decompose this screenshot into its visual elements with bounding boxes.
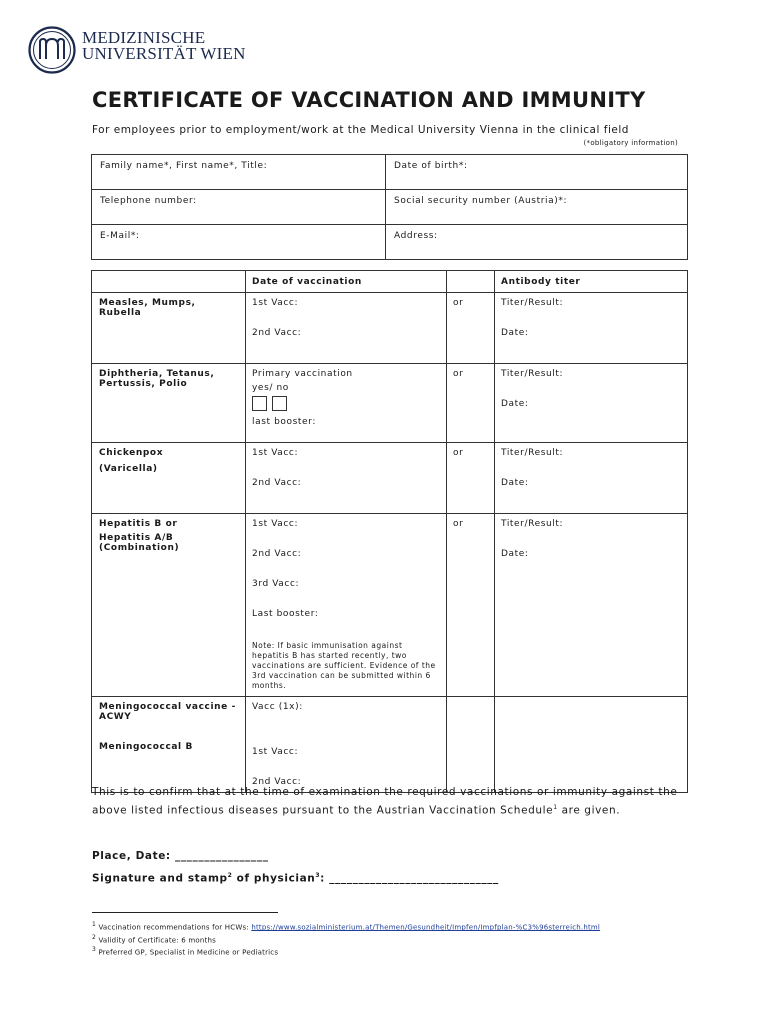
mmr-second-vacc: 2nd Vacc: — [252, 328, 302, 338]
family-name-field[interactable]: Family name*, First name*, Title: — [92, 155, 386, 190]
header-date-of-vaccination: Date of vaccination — [246, 271, 447, 293]
chickenpox-vacc-cell[interactable] — [246, 443, 447, 514]
disease-chickenpox: Chickenpox (Varicella) — [92, 443, 246, 514]
chickenpox-or: or — [447, 443, 495, 514]
page-subtitle: For employees prior to employment/work at the Medical University Vienna in the clinical field — [92, 124, 629, 136]
chickenpox-titer-date: Date: — [501, 478, 529, 488]
meningococcal-titer-empty — [495, 697, 688, 793]
university-name: MEDIZINISCHE UNIVERSITÄT WIEN — [82, 28, 246, 63]
mmr-titer-cell[interactable] — [495, 293, 688, 364]
mmr-or: or — [447, 293, 495, 364]
telephone-field[interactable]: Telephone number: — [92, 190, 386, 225]
ssn-field[interactable]: Social security number (Austria)*: — [386, 190, 688, 225]
footnote-3: $^3$ Preferred GP, Specialist in Medicine or Pediatrics — [92, 946, 279, 957]
dtp-yes-checkbox[interactable] — [252, 396, 267, 411]
meningococcal-b-first-vacc: 1st Vacc: — [252, 747, 299, 757]
dtp-no-checkbox[interactable] — [272, 396, 287, 411]
vaccination-table — [91, 270, 688, 793]
page-title: CERTIFICATE OF VACCINATION AND IMMUNITY — [92, 88, 646, 112]
disease-dtp: Diphtheria, Tetanus, Pertussis, Polio — [92, 364, 246, 443]
disease-mmr: Measles, Mumps, Rubella — [92, 293, 246, 364]
hepatitis-or: or — [447, 514, 495, 697]
dtp-or: or — [447, 364, 495, 443]
footnote-2: $^2$ Validity of Certificate: 6 months — [92, 934, 216, 945]
header-antibody-titer: Antibody titer — [495, 271, 688, 293]
address-field[interactable]: Address: — [386, 225, 688, 260]
header-empty — [92, 271, 246, 293]
header-empty-or — [447, 271, 495, 293]
dtp-titer-date: Date: — [501, 399, 529, 409]
dtp-vacc-cell[interactable] — [246, 364, 447, 443]
date-of-birth-field[interactable]: Date of birth*: — [386, 155, 688, 190]
hepatitis-vacc-cell[interactable] — [246, 514, 447, 697]
meningococcal-or-empty — [447, 697, 495, 793]
dtp-last-booster: last booster: — [252, 417, 316, 427]
meningococcal-b-second-vacc: 2nd Vacc: — [252, 777, 302, 787]
mmr-vacc-cell[interactable] — [246, 293, 447, 364]
chickenpox-first-vacc: 1st Vacc: — [252, 448, 299, 458]
mmr-titer-date: Date: — [501, 328, 529, 338]
dtp-titer-cell[interactable] — [495, 364, 688, 443]
dtp-primary: Primary vaccination — [252, 369, 353, 379]
disease-hepatitis: Hepatitis B or Hepatitis A/B (Combination) — [92, 514, 246, 697]
chickenpox-second-vacc: 2nd Vacc: — [252, 478, 302, 488]
obligatory-note: (*obligatory information) — [583, 139, 678, 147]
email-field[interactable]: E-Mail*: — [92, 225, 386, 260]
hepatitis-last-booster: Last booster: — [252, 609, 319, 619]
meningococcal-acwy-vacc: Vacc (1x): — [252, 702, 303, 712]
meningococcal-vacc-cell[interactable] — [246, 697, 447, 793]
hepatitis-third-vacc: 3rd Vacc: — [252, 579, 300, 589]
hepatitis-titer-result: Titer/Result: — [501, 519, 564, 529]
hepatitis-titer-cell[interactable] — [495, 514, 688, 697]
disease-meningococcal: Meningococcal vaccine - ACWY Meningococcal B — [92, 697, 246, 793]
chickenpox-titer-cell[interactable] — [495, 443, 688, 514]
vaccination-schedule-link[interactable]: https://www.sozialministerium.at/Themen/Gesundheit/Impfen/Impfplan-%C3%96sterreich.html — [251, 923, 601, 932]
mmr-titer-result: Titer/Result: — [501, 298, 564, 308]
chickenpox-titer-result: Titer/Result: — [501, 448, 564, 458]
place-date-line[interactable]: Place, Date: ________________ — [92, 850, 269, 862]
dtp-yes-no: yes/ no — [252, 383, 289, 393]
footnote-1: $^1$ Vaccination recommendations for HCWs: https://www.sozialministerium.at/Themen/Gesundheit/Impfen/Impfplan-%C3%96sterreich.html — [92, 921, 601, 932]
hepatitis-note: Note: If basic immunisation against hepatitis B has started recently, two vaccinations are sufficient. Evidence of the 3rd vaccination can be submitted within 6 months. — [252, 641, 436, 690]
mmr-first-vacc: 1st Vacc: — [252, 298, 299, 308]
hepatitis-first-vacc: 1st Vacc: — [252, 519, 299, 529]
signature-line[interactable]: Signature and stamp$^2$ of physician$^3$: _____________________________ — [92, 872, 499, 885]
confirmation-text: This is to confirm that at the time of examination the required vaccinations or immunity against the above listed infectious diseases pursuant to the Austrian Vaccination Schedule$^1$ are given. — [92, 786, 678, 817]
personal-info-table — [91, 154, 688, 260]
footnote-divider — [92, 912, 278, 913]
hepatitis-titer-date: Date: — [501, 549, 529, 559]
hepatitis-second-vacc: 2nd Vacc: — [252, 549, 302, 559]
dtp-titer-result: Titer/Result: — [501, 369, 564, 379]
university-logo-icon — [28, 26, 76, 74]
